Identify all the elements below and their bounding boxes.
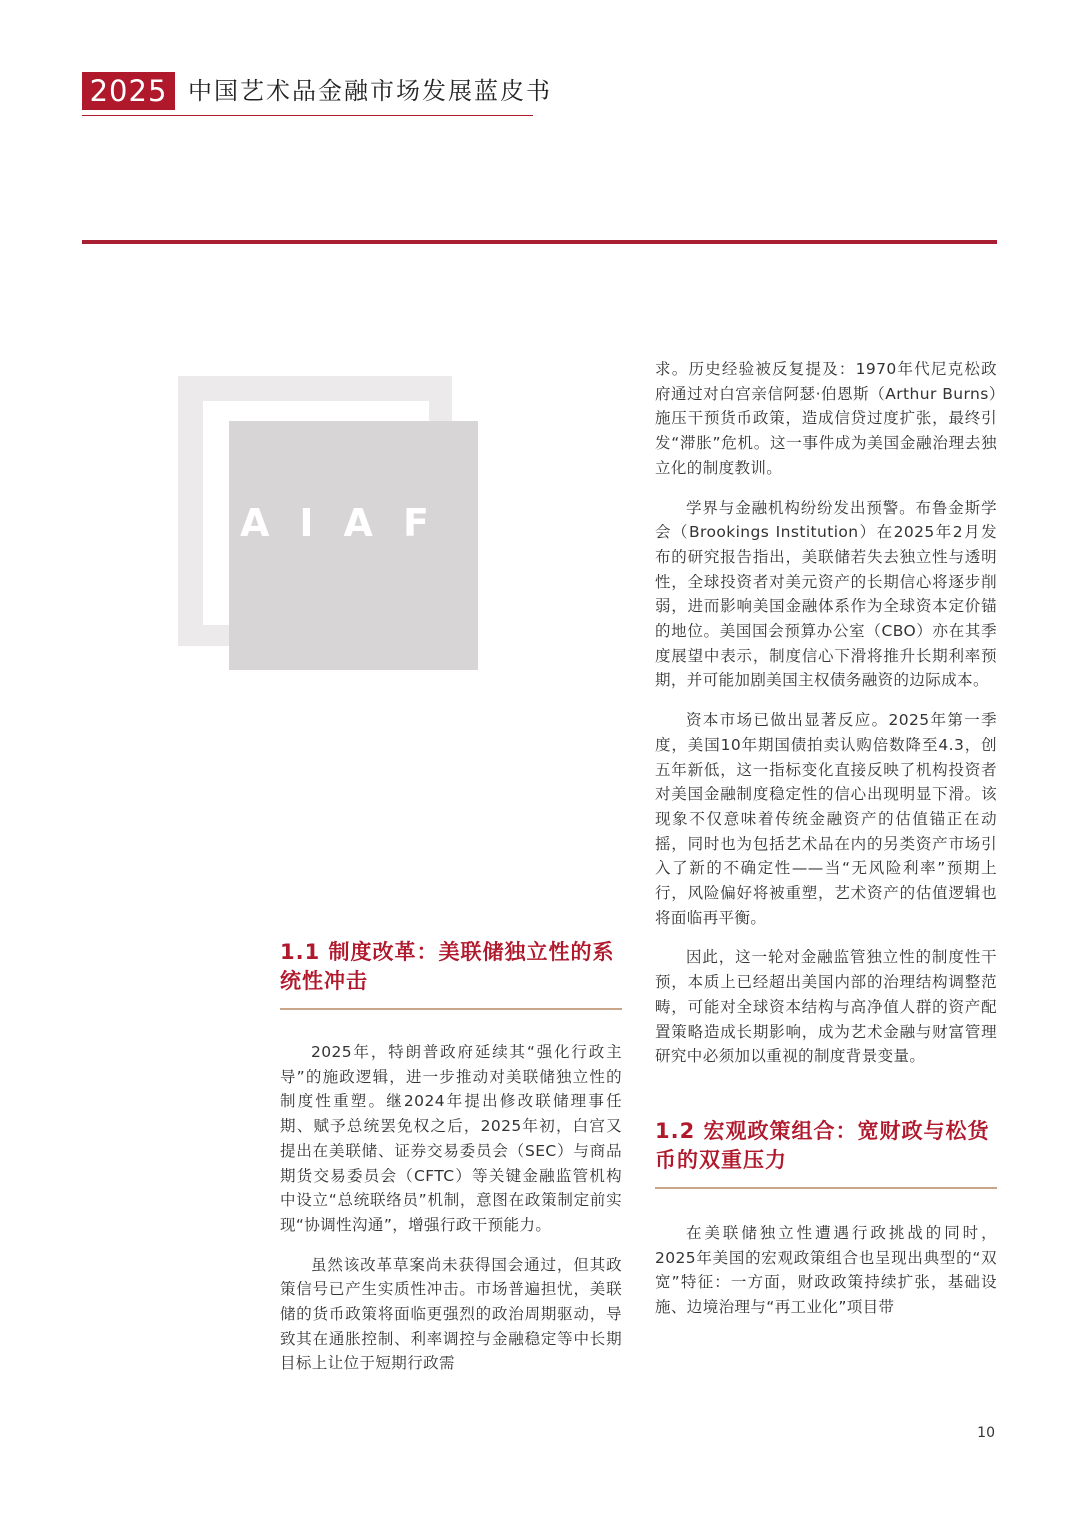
right-paragraph-2: 学界与金融机构纷纷发出预警。布鲁金斯学会（Brookings Institution）在2025年2月发布的研究报告指出，美联储若失去独立性与透明性，全球投资者对美元资产的长期信心将逐步削弱，进而影响美国金融体系作为全球资本定价锚的地位。美国国会预算办公室（CBO）亦在其季度展望中表示，制度信心下滑将推升长期利率预期，并可能加剧美国主权债务融资的边际成本。 bbox=[655, 498, 997, 690]
aiaf-logo bbox=[178, 376, 478, 671]
section-1-heading-block bbox=[280, 938, 622, 1040]
book-title: 中国艺术品金融市场发展蓝皮书 bbox=[188, 77, 552, 105]
header-underline bbox=[82, 115, 533, 116]
section-1-heading: 1.1 制度改革：美联储独立性的系统性冲击 bbox=[280, 940, 615, 993]
left-column bbox=[280, 938, 622, 1376]
section-1-heading-rule bbox=[280, 1008, 622, 1010]
logo-text: AIAF bbox=[240, 501, 459, 545]
section-2-heading-rule bbox=[655, 1187, 997, 1189]
right-paragraph-4: 因此，这一轮对金融监管独立性的制度性干预，本质上已经超出美国内部的治理结构调整范畴，可能对全球资本结构与高净值人群的资产配置策略造成长期影响，成为艺术金融与财富管理研究中必须加以重视的制度背景变量。 bbox=[655, 948, 997, 1066]
right-paragraph-3: 资本市场已做出显著反应。2025年第一季度，美国10年期国债拍卖认购倍数降至4.3，创五年新低，这一指标变化直接反映了机构投资者对美国金融制度稳定性的信心出现明显下滑。该现象不仅意味着传统金融资产的估值锚正在动摇，同时也为包括艺术品在内的另类资产市场引入了新的不确定性——当“无风险利率”预期上行，风险偏好将被重塑，艺术资产的估值逻辑也将面临再平衡。 bbox=[655, 711, 997, 927]
right-column bbox=[655, 357, 997, 1320]
header-year-badge: 2025 bbox=[82, 72, 175, 110]
section-divider bbox=[82, 240, 997, 244]
section-2-heading: 1.2 宏观政策组合：宽财政与松货币的双重压力 bbox=[655, 1118, 990, 1172]
section-2-paragraph-1: 在美联储独立性遭遇行政挑战的同时，2025年美国的宏观政策组合也呈现出典型的“双宽”特征：一方面，财政政策持续扩张，基础设施、边境治理与“再工业化”项目带 bbox=[655, 1223, 997, 1317]
page-number: 10 bbox=[977, 1425, 995, 1441]
section-1-paragraph-2: 虽然该改革草案尚未获得国会通过，但其政策信号已产生实质性冲击。市场普遍担忧，美联储的货币政策将面临更强烈的政治周期驱动，导致其在通胀控制、利率调控与金融稳定等中长期目标上让位于短期行政需 bbox=[280, 1255, 622, 1373]
section-2-heading-block bbox=[655, 1117, 997, 1221]
logo-inner-square bbox=[229, 421, 478, 670]
section-1-paragraph-1: 2025年，特朗普政府延续其“强化行政主导”的施政逻辑，进一步推动对美联储独立性的制度性重塑。继2024年提出修改联储理事任期、赋予总统罢免权之后，2025年初，白宫又提出在美联储、证券交易委员会（SEC）与商品期货交易委员会（CFTC）等关键金融监管机构中设立“总统联络员”机制，意图在政策制定前实现“协调性沟通”，增强行政干预能力。 bbox=[280, 1043, 622, 1234]
right-paragraph-continued: 求。历史经验被反复提及：1970年代尼克松政府通过对白宫亲信阿瑟·伯恩斯（Arthur Burns）施压干预货币政策，造成信贷过度扩张，最终引发“滞胀”危机。这一事件成为美国金融治理去独立化的制度教训。 bbox=[655, 360, 997, 477]
